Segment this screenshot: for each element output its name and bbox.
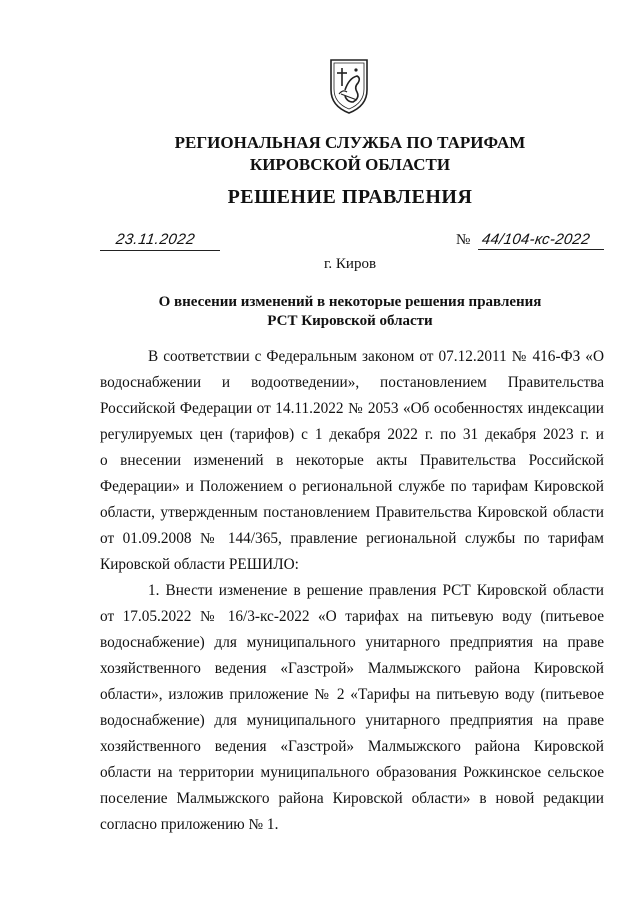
decision-number-field — [456, 228, 604, 250]
body-line: водоснабжение) для муниципального унитарного предприятия на праве — [100, 634, 604, 651]
subject-line1: О внесении изменений в некоторые решения правления — [158, 294, 542, 310]
issue-city: г. Киров — [323, 256, 377, 272]
body-line: водоснабжение) для муниципального унитарного предприятия на праве — [100, 712, 604, 729]
body-line: Российской Федерации от 14.11.2022 № 2053 «Об особенностях индексации — [100, 400, 604, 417]
body-line: Кировской области РЕШИЛО: — [100, 556, 299, 573]
body-line: В соответствии с Федеральным законом от 07.12.2011 № 416-ФЗ «О — [148, 348, 604, 365]
body-line: хозяйственного ведения «Газстрой» Малмыжского района Кировской — [100, 660, 604, 677]
number-sign: № — [456, 232, 471, 248]
body-line: регулируемых цен (тарифов) с 1 декабря 2022 г. по 31 декабря 2023 г. и — [100, 426, 604, 443]
body-line: от 17.05.2022 № 16/3-кс-2022 «О тарифах на питьевую воду (питьевое — [100, 608, 604, 625]
body-line: области», изложив приложение № 2 «Тарифы на питьевую воду (питьевое — [100, 686, 604, 703]
subject-line2: РСТ Кировской области — [267, 313, 433, 329]
decision-number-handwritten: 44/104-кс-2022 — [480, 231, 592, 248]
body-line: 1. Внести изменение в решение правления РСТ Кировской области — [148, 582, 604, 599]
body-line: о внесении изменений в некоторые акты Правительства Российской — [100, 452, 604, 469]
body-line: согласно приложению № 1. — [100, 816, 279, 833]
body-line: водоснабжении и водоотведении», постановлением Правительства — [100, 374, 604, 391]
body-line: поселение Малмыжского района Кировской области» в новой редакции — [100, 790, 604, 807]
decision-date-handwritten: 23.11.2022 — [114, 231, 197, 248]
body-line: хозяйственного ведения «Газстрой» Малмыжского района Кировской — [100, 738, 604, 755]
decision-date-field — [100, 228, 220, 251]
decision-subject — [100, 293, 600, 331]
organization-name-line2: КИРОВСКОЙ ОБЛАСТИ — [249, 155, 451, 174]
number-underline — [478, 249, 604, 250]
body-line: области на территории муниципального образования Рожкинское сельское — [100, 764, 604, 781]
document-type-title: РЕШЕНИЕ ПРАВЛЕНИЯ — [227, 186, 473, 208]
coat-of-arms-icon — [327, 56, 371, 116]
body-line: Федерации» и Положением о региональной службе по тарифам Кировской — [100, 478, 604, 495]
body-line: от 01.09.2008 № 144/365, правление региональной службы по тарифам — [100, 530, 604, 547]
body-line: области, утвержденным постановлением Правительства Кировской области — [100, 504, 604, 521]
organization-name-line1: РЕГИОНАЛЬНАЯ СЛУЖБА ПО ТАРИФАМ — [174, 133, 526, 152]
